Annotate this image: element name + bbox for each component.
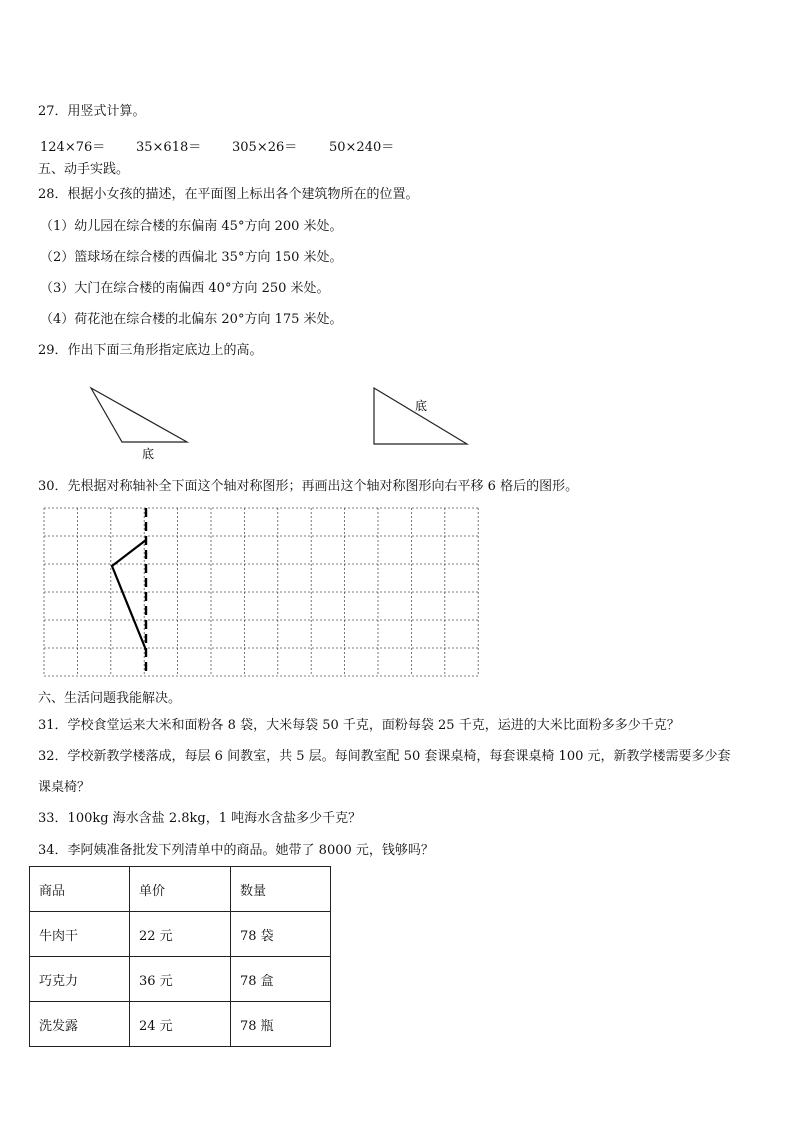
header-quantity: 数量	[231, 867, 331, 912]
q32-text-line-2: 课桌椅？	[38, 780, 91, 795]
cell-unit-price: 36 元	[130, 957, 231, 1002]
q33-text: 33．100kg 海水含盐 2.8kg，1 吨海水含盐多少千克？	[38, 811, 362, 826]
q34-title: 34．李阿姨准备批发下列清单中的商品。她带了 8000 元，钱够吗？	[38, 843, 434, 858]
q27-item-4: 50×240＝	[329, 140, 395, 155]
table-row	[30, 912, 331, 957]
cell-quantity: 78 盒	[231, 957, 331, 1002]
section-5-heading: 五、动手实践。	[38, 162, 130, 177]
cell-unit-price: 22 元	[130, 912, 231, 957]
triangle-1-shape	[91, 388, 187, 442]
section-6-heading: 六、生活问题我能解决。	[38, 691, 182, 706]
cell-product: 巧克力	[30, 957, 130, 1002]
q28-item-3: （3）大门在综合楼的南偏西 40°方向 250 米处。	[40, 281, 330, 296]
q27-item-1: 124×76＝	[40, 140, 106, 155]
q28-item-1: （1）幼儿园在综合楼的东偏南 45°方向 200 米处。	[40, 219, 343, 234]
cell-quantity: 78 袋	[231, 912, 331, 957]
header-unit-price: 单价	[130, 867, 231, 912]
q32-text-line-1: 32．学校新教学楼落成，每层 6 间教室，共 5 层。每间教室配 50 套课桌椅，每套课桌椅 100 元，新教学楼需要多少套	[38, 749, 731, 764]
table-row	[30, 1002, 331, 1047]
header-product: 商品	[30, 867, 130, 912]
cell-quantity: 78 瓶	[231, 1002, 331, 1047]
q27-item-3: 305×26＝	[232, 140, 298, 155]
triangle-2	[372, 387, 472, 447]
table-row	[30, 957, 331, 1002]
q28-title: 28．根据小女孩的描述，在平面图上标出各个建筑物所在的位置。	[38, 187, 419, 202]
triangle-1	[88, 387, 188, 461]
triangle-1-base-label: 底	[142, 447, 155, 461]
q30-title: 30．先根据对称轴补全下面这个轴对称图形；再画出这个轴对称图形向右平移 6 格后的图形。	[38, 479, 579, 494]
symmetry-grid	[44, 508, 478, 678]
triangle-2-shape	[374, 388, 467, 444]
q27-title: 27．用竖式计算。	[38, 104, 146, 119]
half-figure-outline	[112, 540, 146, 650]
cell-product: 洗发露	[30, 1002, 130, 1047]
q31-text: 31．学校食堂运来大米和面粉各 8 袋，大米每袋 50 千克，面粉每袋 25 千克，运进的大米比面粉多多少千克？	[38, 718, 680, 733]
cell-unit-price: 24 元	[130, 1002, 231, 1047]
q29-title: 29．作出下面三角形指定底边上的高。	[38, 343, 263, 358]
cell-product: 牛肉干	[30, 912, 130, 957]
q27-item-2: 35×618＝	[136, 140, 202, 155]
goods-table	[29, 866, 331, 1047]
q28-item-4: （4）荷花池在综合楼的北偏东 20°方向 175 米处。	[40, 312, 343, 327]
q28-item-2: （2）篮球场在综合楼的西偏北 35°方向 150 米处。	[40, 250, 343, 265]
table-header-row	[30, 867, 331, 912]
triangle-2-base-label: 底	[415, 399, 428, 413]
